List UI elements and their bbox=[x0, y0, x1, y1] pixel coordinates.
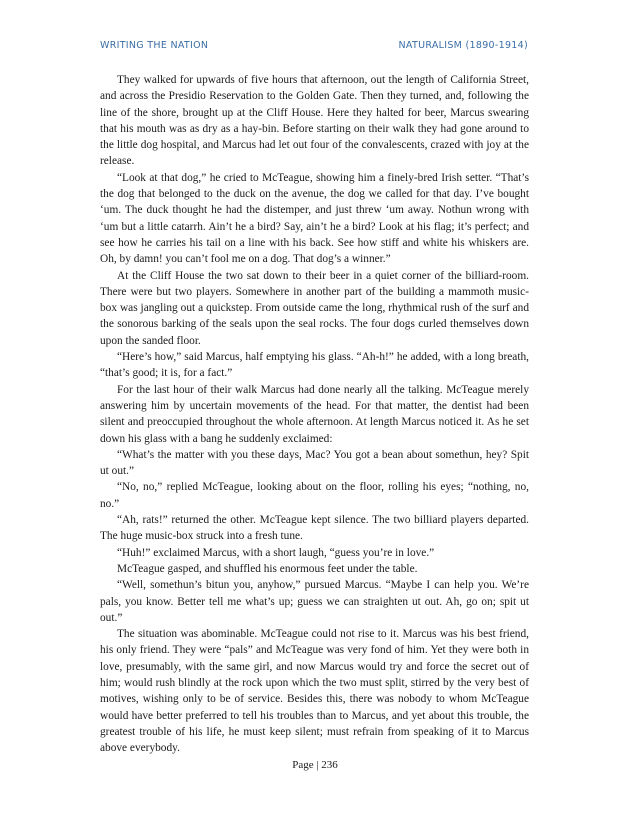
header-section-title: WRITING THE NATION bbox=[100, 40, 209, 51]
paragraph: “No, no,” replied McTeague, looking about on the floor, rolling his eyes; “nothing, no, no.” bbox=[100, 481, 529, 510]
paragraph: At the Cliff House the two sat down to their beer in a quiet corner of the billiard-room. There were but two players. Somewhere in another part of the building a mammoth music- box was jangling out a quickstep. From outside came the long, rhythmical rush of the surf and the sonorous barking of the seals upon the seal rocks. The four dogs curled themselves down upon the sanded floor. bbox=[100, 269, 529, 347]
paragraph: They walked for upwards of five hours that afternoon, out the length of California Street, and across the Presidio Reservation to the Golden Gate. Then they turned, and, following the line of the shore, brought up at the Cliff House. Here they halted for beer, Marcus swearing that his mouth was as dry as a hay-bin. Before starting on their walk they had gone around to the little dog hospital, and Marcus had let out four of the convalescents, crazed with joy at the release. bbox=[100, 74, 529, 168]
body-text bbox=[100, 72, 529, 756]
paragraph: “Here’s how,” said Marcus, half emptying his glass. “Ah-h!” he added, with a long breath, “that’s good; it is, for a fact.” bbox=[100, 351, 529, 380]
paragraph: “Look at that dog,” he cried to McTeague, showing him a finely-bred Irish setter. “That’s the dog that belonged to the duck on the avenue, the dog we called for that day. I’ve bought ‘um. The duck thought he had the distemper, and just threw ‘um away. Nothun wrong with ‘um but a little catarrh. Ain’t he a bird? Say, ain’t he a bird? Look at his flag; it’s perfect; and see how he carries his tail on a line with his back. See how stiff and white his whiskers are. Oh, by damn! you can’t fool me on a dog. That dog’s a winner.” bbox=[100, 171, 529, 266]
page-number: Page | 236 bbox=[292, 759, 338, 771]
paragraph: “Ah, rats!” returned the other. McTeague kept silence. The two billiard players departed. The huge music-box struck into a fresh tune. bbox=[100, 514, 529, 543]
paragraph: “What’s the matter with you these days, Mac? You got a bean about somethun, hey? Spit ut out.” bbox=[100, 448, 529, 478]
paragraph: “Well, somethun’s bitun you, anyhow,” pursued Marcus. “Maybe I can help you. We’re pals, you know. Better tell me what’s up; guess we can straighten ut out. Ah, go on; spit ut out.” bbox=[100, 579, 529, 624]
paragraph: McTeague gasped, and shuffled his enormous feet under the table. bbox=[117, 562, 418, 575]
paragraph: The situation was abominable. McTeague could not rise to it. Marcus was his best friend, his only friend. They were “pals” and McTeague was very fond of him. Yet they were both in love, presumably, with the same girl, and now Marcus would try and force the secret out of him; would rush blindly at the rock upon which the two must split, stirred by the very best of motives, wishing only to be of service. Besides this, there was nobody to whom McTeague would have better preferred to tell his troubles than to Marcus, and yet about this trouble, the greatest trouble of his life, he must keep silent; must refrain from speaking of it to Marcus above everybody. bbox=[100, 628, 529, 755]
paragraph: For the last hour of their walk Marcus had done nearly all the talking. McTeague merely answering him by uncertain movements of the head. For that matter, the dentist had been silent and preoccupied throughout the whole afternoon. At length Marcus noticed it. As he set down his glass with a bang he suddenly exclaimed: bbox=[100, 383, 529, 445]
header-chapter-title: NATURALISM (1890-1914) bbox=[398, 40, 528, 51]
paragraph: “Huh!” exclaimed Marcus, with a short laugh, “guess you’re in love.” bbox=[117, 546, 435, 559]
